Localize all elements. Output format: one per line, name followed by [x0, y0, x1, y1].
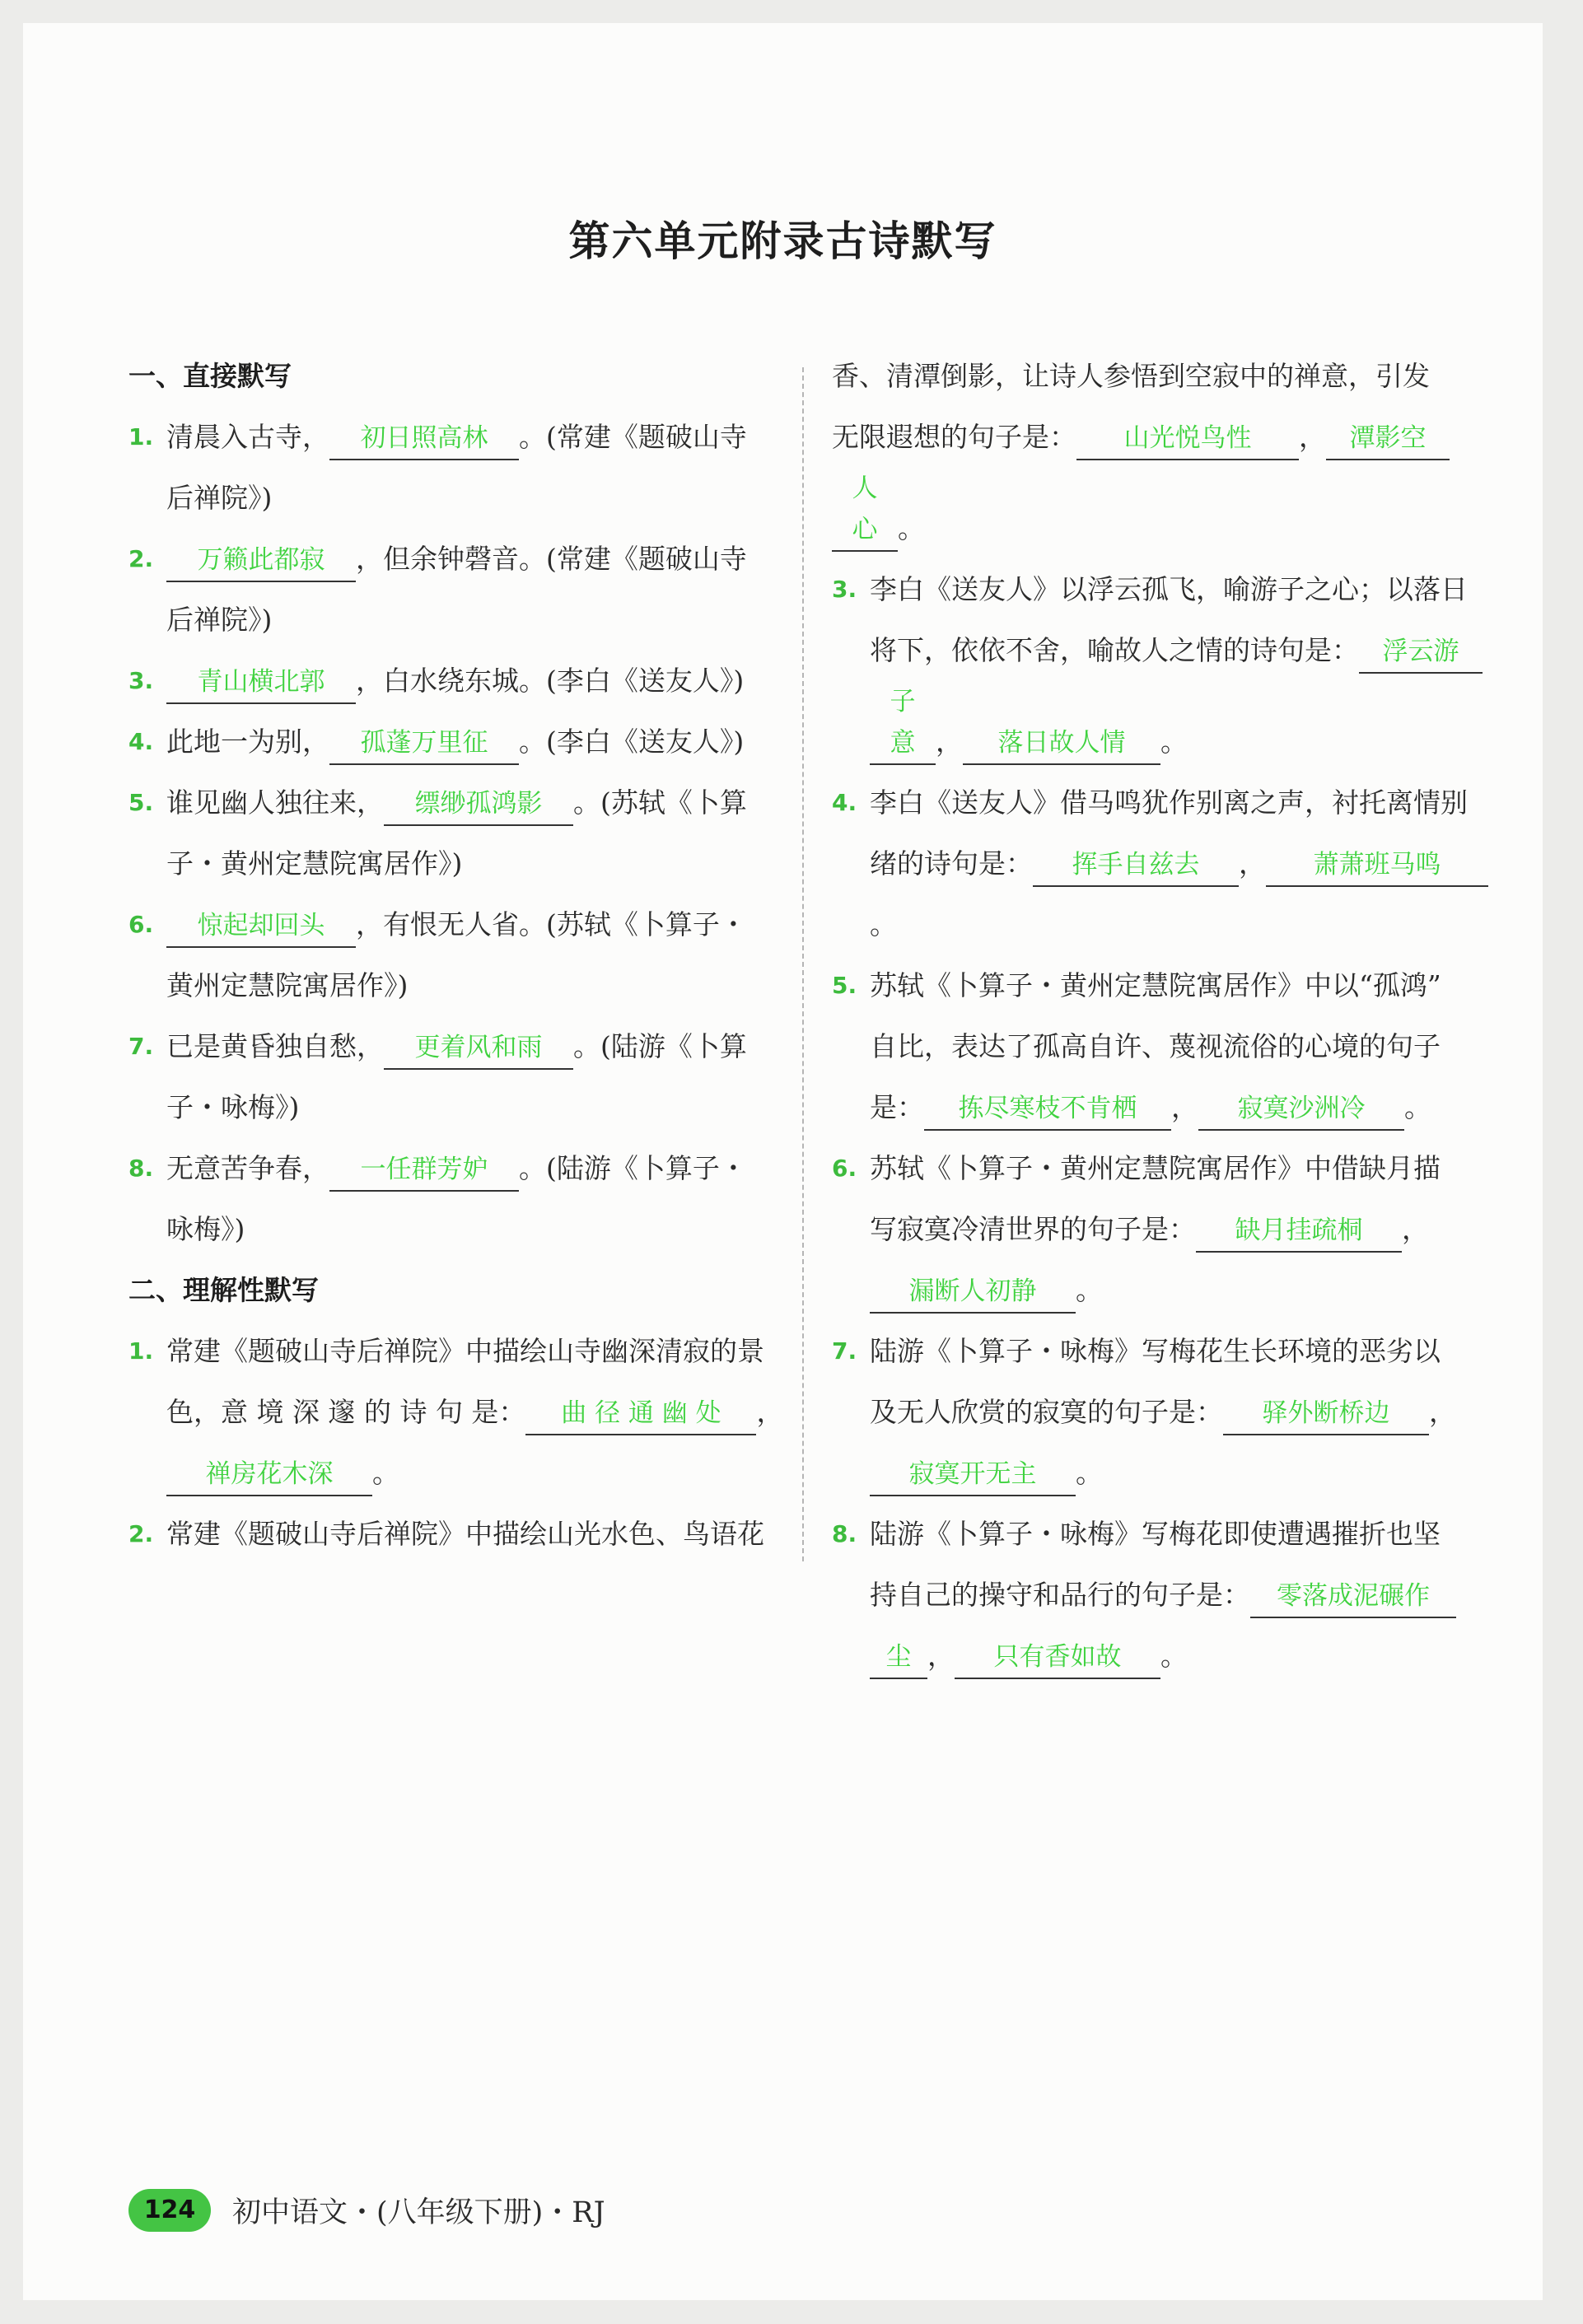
- question-number: 8.: [128, 1155, 154, 1182]
- section-heading-comprehension: 二、理解性默写: [128, 1274, 319, 1306]
- column-divider: [802, 367, 804, 1561]
- left-column: [128, 346, 800, 1565]
- question-number: 8.: [832, 1520, 857, 1547]
- page: [23, 23, 1543, 2300]
- answer-blank[interactable]: 驿外断桥边: [1223, 1393, 1429, 1435]
- answer-blank[interactable]: 浮云游: [1359, 631, 1483, 674]
- answer-blank[interactable]: 惊起却回头: [166, 905, 356, 948]
- question-2-6: 6. 苏轼《卜算子・黄州定慧院寓居作》中借缺月描 写寂寞冷清世界的句子是： 缺月挂疏桐 ， 漏断人初静 。: [832, 1138, 1511, 1321]
- answer-blank[interactable]: 山光悦鸟性: [1076, 418, 1299, 460]
- answer-blank[interactable]: 寂寞开无主: [870, 1454, 1076, 1496]
- answer-blank[interactable]: 落日故人情: [963, 722, 1160, 765]
- question-number: 5.: [832, 972, 857, 999]
- question-number: 5.: [128, 789, 154, 816]
- answer-blank[interactable]: 禅房花木深: [166, 1454, 372, 1496]
- answer-blank[interactable]: 缺月挂疏桐: [1196, 1210, 1402, 1253]
- answer-blank[interactable]: 初日照高林: [329, 418, 519, 460]
- question-2-1: 1. 常建《题破山寺后禅院》中描绘山寺幽深清寂的景 色，意 境 深 邃 的 诗 句 是： 曲 径 通 幽 处 ， 禅房花木深 。: [128, 1321, 800, 1504]
- answer-blank[interactable]: 潭影空: [1326, 418, 1450, 460]
- question-number: 1.: [128, 1337, 154, 1365]
- right-column: [832, 346, 1511, 1687]
- question-2-2-start: 2. 常建《题破山寺后禅院》中描绘山光水色、鸟语花: [128, 1504, 800, 1565]
- answer-blank[interactable]: 人心: [832, 468, 898, 552]
- question-number: 7.: [128, 1033, 154, 1060]
- question-2-5: 5. 苏轼《卜算子・黄州定慧院寓居作》中以“孤鸿” 自比，表达了孤高自许、蔑视流俗的心境的句子 是： 拣尽寒枝不肯栖 ， 寂寞沙洲冷 。: [832, 955, 1511, 1138]
- answer-blank[interactable]: 更着风和雨: [384, 1027, 573, 1070]
- answer-blank[interactable]: 一任群芳妒: [329, 1149, 519, 1192]
- answer-blank[interactable]: 万籁此都寂: [166, 539, 356, 582]
- answer-blank[interactable]: 曲 径 通 幽 处: [525, 1393, 756, 1435]
- answer-blank[interactable]: 子意: [870, 681, 936, 765]
- answer-blank[interactable]: 缥缈孤鸿影: [384, 783, 573, 826]
- book-title: 初中语文・(八年级下册)・RJ: [232, 2196, 605, 2229]
- question-1-2: 2. 万籁此都寂 ，但余钟磬音。(常建《题破山寺 后禅院》): [128, 529, 800, 651]
- answer-blank[interactable]: 萧萧班马鸣: [1266, 844, 1488, 887]
- question-number: 4.: [128, 728, 154, 755]
- question-2-8: 8. 陆游《卜算子・咏梅》写梅花即使遭遇摧折也坚 持自己的操守和品行的句子是： 零落成泥碾作 尘 ， 只有香如故 。: [832, 1504, 1511, 1687]
- question-2-3: 3. 李白《送友人》以浮云孤飞，喻游子之心；以落日 将下，依依不舍，喻故人之情的诗句是： 浮云游 子意 ， 落日故人情 。: [832, 559, 1511, 772]
- question-2-4: 4. 李白《送友人》借马鸣犹作别离之声，衬托离情别 绪的诗句是： 挥手自兹去 ， 萧萧班马鸣。: [832, 772, 1511, 955]
- question-number: 1.: [128, 423, 154, 450]
- question-number: 4.: [832, 789, 857, 816]
- answer-blank[interactable]: 拣尽寒枝不肯栖: [924, 1088, 1171, 1131]
- question-1-8: 8. 无意苦争春， 一任群芳妒 。(陆游《卜算子・ 咏梅》): [128, 1138, 800, 1260]
- question-number: 3.: [128, 667, 154, 694]
- question-1-7: 7. 已是黄昏独自愁， 更着风和雨 。(陆游《卜算 子・咏梅》): [128, 1016, 800, 1138]
- answer-blank[interactable]: 寂寞沙洲冷: [1198, 1088, 1404, 1131]
- section-heading-direct: 一、直接默写: [128, 360, 292, 392]
- question-1-5: 5. 谁见幽人独往来， 缥缈孤鸿影 。(苏轼《卜算 子・黄州定慧院寓居作》): [128, 772, 800, 894]
- page-title: 第六单元附录古诗默写: [568, 217, 997, 265]
- question-1-6: 6. 惊起却回头 ，有恨无人省。(苏轼《卜算子・ 黄州定慧院寓居作》): [128, 894, 800, 1016]
- question-number: 3.: [832, 576, 857, 603]
- answer-blank[interactable]: 零落成泥碾作: [1250, 1575, 1456, 1618]
- question-number: 6.: [128, 911, 154, 938]
- answer-blank[interactable]: 青山横北郭: [166, 661, 356, 704]
- question-1-3: 3. 青山横北郭 ，白水绕东城。(李白《送友人》): [128, 651, 800, 712]
- question-number: 6.: [832, 1155, 857, 1182]
- question-number: 7.: [832, 1337, 857, 1365]
- page-footer: [128, 2187, 605, 2233]
- page-number-badge: 124: [128, 2189, 211, 2232]
- question-1-4: 4. 此地一为别， 孤蓬万里征 。(李白《送友人》): [128, 712, 800, 772]
- answer-blank[interactable]: 挥手自兹去: [1033, 844, 1239, 887]
- question-1-1: 1. 清晨入古寺， 初日照高林 。(常建《题破山寺 后禅院》): [128, 407, 800, 529]
- question-2-2-continued: 香、清潭倒影，让诗人参悟到空寂中的禅意，引发 无限遐想的句子是： 山光悦鸟性 ， 潭影空 人心 。: [832, 346, 1511, 559]
- question-number: 2.: [128, 1520, 154, 1547]
- answer-blank[interactable]: 孤蓬万里征: [329, 722, 519, 765]
- answer-blank[interactable]: 只有香如故: [955, 1636, 1160, 1679]
- question-2-7: 7. 陆游《卜算子・咏梅》写梅花生长环境的恶劣以 及无人欣赏的寂寞的句子是： 驿外断桥边 ， 寂寞开无主 。: [832, 1321, 1511, 1504]
- answer-blank[interactable]: 尘: [870, 1636, 927, 1679]
- question-number: 2.: [128, 545, 154, 572]
- answer-blank[interactable]: 漏断人初静: [870, 1271, 1076, 1314]
